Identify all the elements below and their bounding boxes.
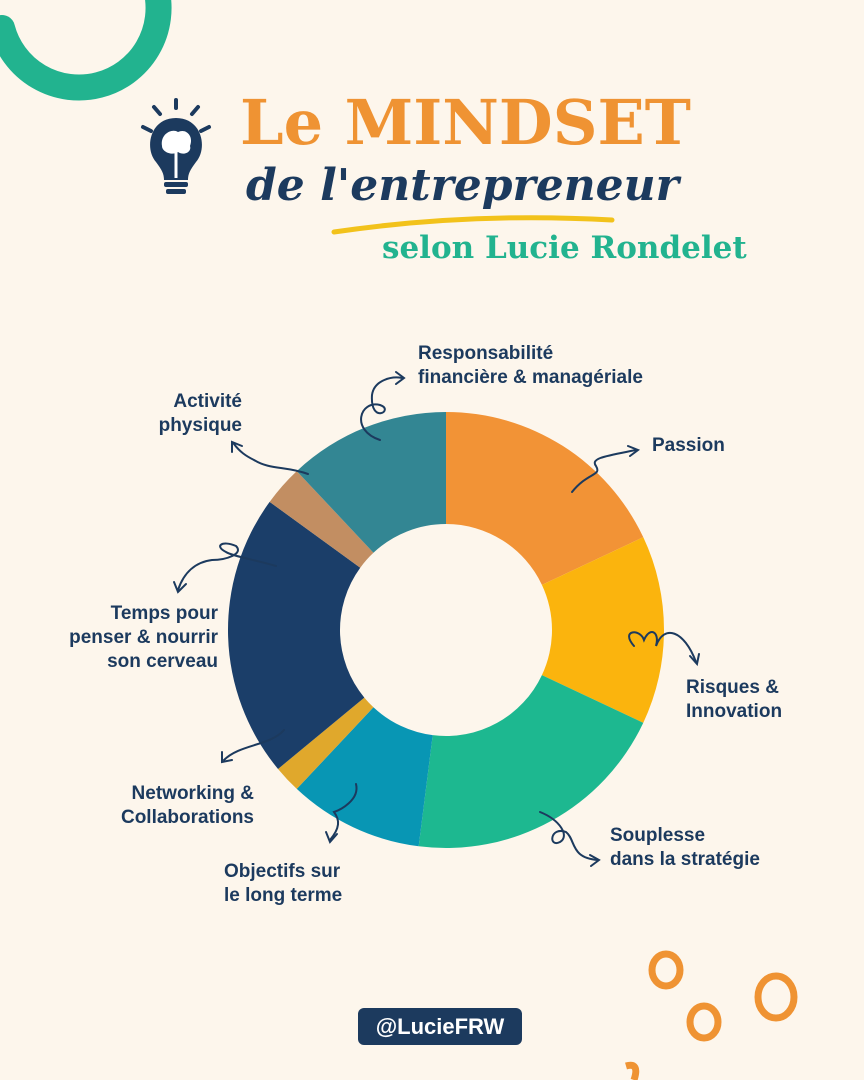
arrow-responsabilite	[361, 378, 402, 440]
arrow-networking	[224, 730, 284, 760]
arrow-souplesse	[540, 812, 598, 860]
title-subtitle: de l'entrepreneur	[246, 160, 679, 211]
label-passion: Passion	[652, 435, 725, 456]
arrow-temps	[178, 544, 276, 590]
label-responsabilite: Responsabilité financière & managériale	[418, 343, 643, 388]
label-temps: Temps pour penser & nourrir son cerveau	[69, 603, 218, 672]
arrow-passion	[572, 450, 636, 492]
social-handle-badge: @LucieFRW	[358, 1008, 522, 1045]
label-objectifs: Objectifs sur le long terme	[224, 861, 343, 906]
title-main: Le MINDSET	[240, 86, 691, 159]
arrow-objectifs	[330, 784, 357, 840]
label-networking: Networking & Collaborations	[120, 783, 254, 828]
arrow-risques	[629, 632, 696, 662]
label-activite: Activité physique	[158, 391, 242, 436]
label-risques: Risques & Innovation	[686, 677, 783, 722]
arrow-activite	[234, 444, 308, 474]
label-souplesse: Souplesse dans la stratégie	[610, 825, 760, 870]
title-author: selon Lucie Rondelet	[382, 230, 747, 266]
